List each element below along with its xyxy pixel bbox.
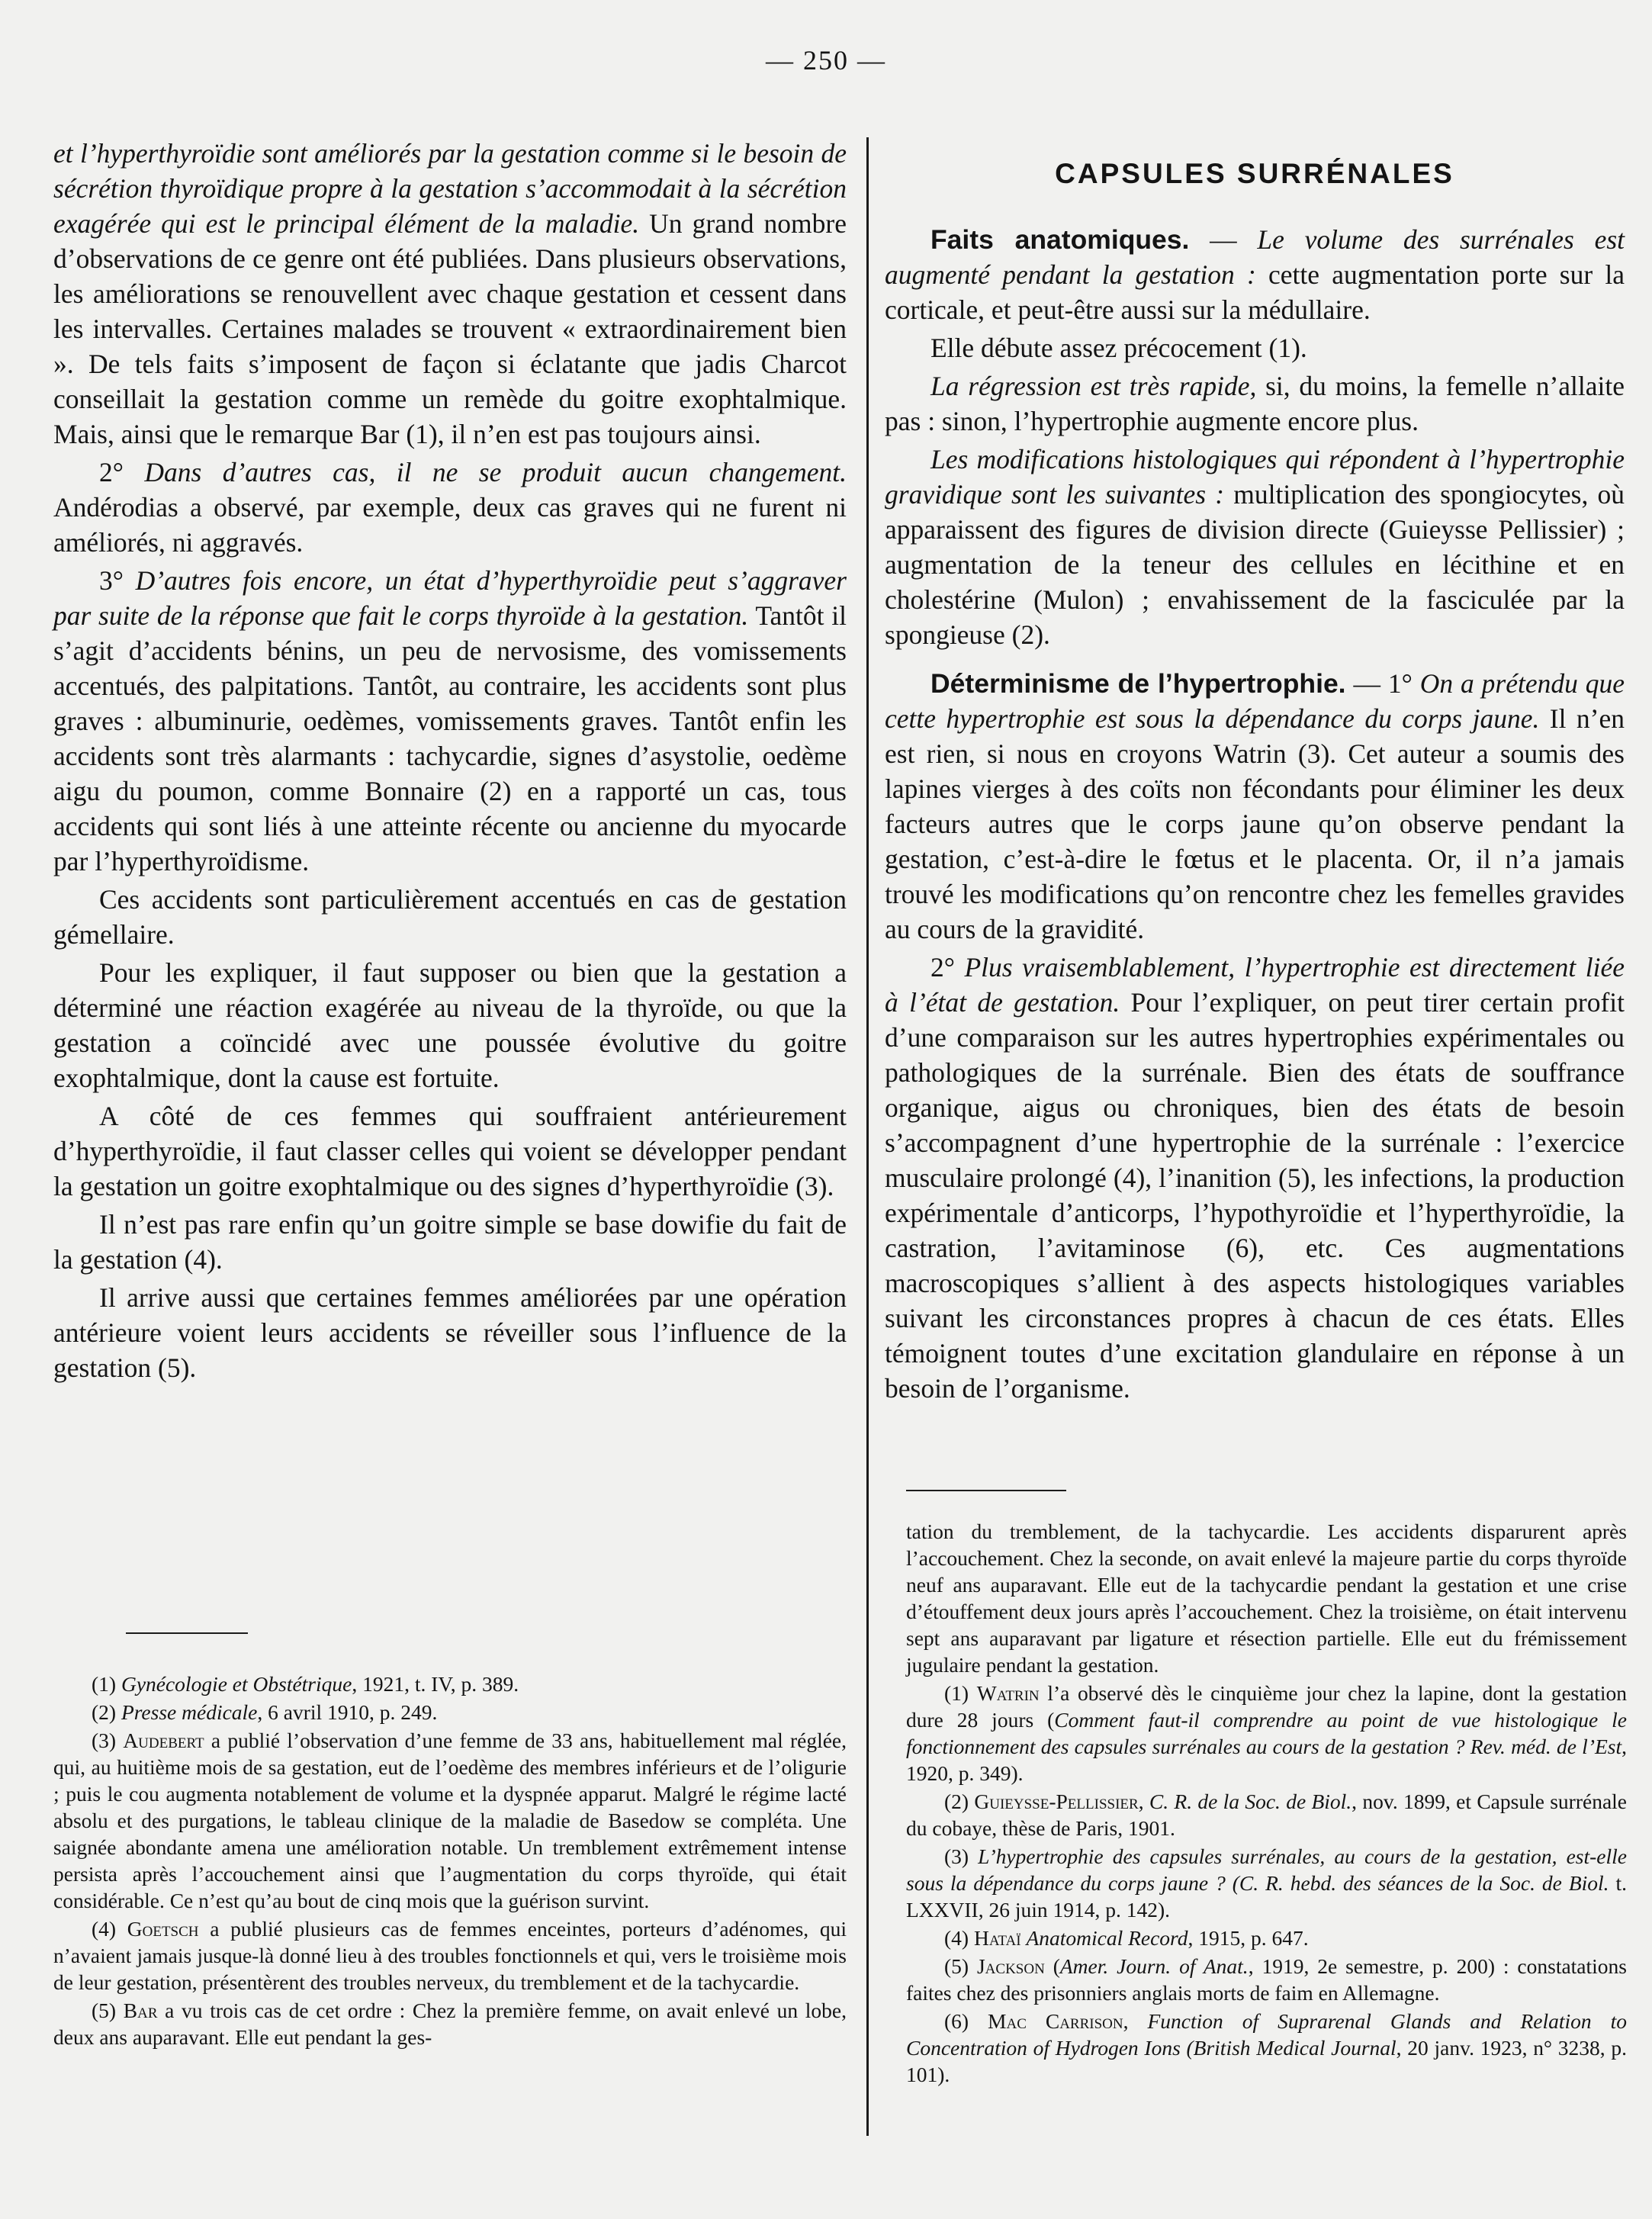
right-italic-text: Les modifications histologiques qui répondent à l’hypertrophie gravidique sont les suivantes : [885,444,1625,510]
footnote-number: (5) [944,1954,977,1978]
footnote-italic: C. R. de la Soc. de Biol. [1149,1790,1352,1813]
left-paragraph: Ces accidents sont particulièrement accentués en cas de gestation gémellaire. [53,884,847,950]
footnote-text: a publié plusieurs cas de femmes enceintes, porteurs d’adénomes, qui n’avaient jamais jusque-là donné lieu à des troubles fonctionnels et qui, vers le troisième mois de leur gestation, présentèrent des troubles nerveux, du tremblement et de la tachycardie. [53,1917,847,1994]
left-text: Un grand nombre d’observations de ce genre ont été publiées. Dans plusieurs observations, les améliorations se renouvellent avec chaque gestation et cessent dans les intervalles. Certaines malades se trouvent « extraordinairement bien ». De tels faits s’imposent de façon si éclatante que jadis Charcot conseillait la gestation comme un remède du goitre exophtalmique. Mais, ainsi que le remarque Bar (1), il n’en est pas toujours ainsi. [53,208,847,449]
footnote-text: l’a observé dès le cinquième jour chez la lapine, dont la gestation dure 28 jours ( [906,1681,1627,1732]
footnote [906,1953,1627,2006]
left-paragraph [53,563,847,879]
footnote-number: (1) [944,1681,977,1705]
left-paragraph [53,455,847,560]
left-column [53,136,847,1388]
footnote-number: (2) [92,1700,121,1724]
footnote [906,2008,1627,2088]
footnote-text: t. LXXVII, 26 juin 1914, p. 142). [906,1871,1628,1922]
footnote [906,1843,1627,1923]
left-text: Tantôt il s’agit d’accidents bénins, un peu de nervosisme, des vomissements accentués, des palpitations. Tantôt, au contraire, les accidents sont plus graves : albuminurie, oedèmes, vomissements graves. Tantôt enfin les accidents sont très alarmants : tachycardie, signes d’asystolie, oedème aigu du poumon, comme Bonnaire (2) en a rapporté un cas, tous accidents qui sont liés à une atteinte récente ou ancienne du myocarde par l’hyperthyroïdisme. [53,600,847,876]
footnote-rule [906,1490,1066,1491]
right-paragraph [885,666,1625,947]
footnote-rule [126,1632,248,1634]
footnote-continuation: tation du tremblement, de la tachycardie. Les accidents disparurent après l’accouchement. Chez la seconde, on avait enlevé la majeure partie du corps thyroïde neuf ans auparavant. Elle eut de la tachycardie pendant la gestation et une crise d’étouffement deux jours après l’accouchement. Chez la troisième, on était intervenu sept ans auparavant par ligature et résection partielle. Elle eut du frémissement jugulaire pendant la gestation. [906,1520,1627,1677]
right-text: multiplication des spongiocytes, où apparaissent des figures de division directe (Guieysse Pellissier) ; augmentation de la teneur des cellules en lécithine et en cholestérine (Mulon) ; envahissement de la fasciculée par la spongieuse (2). [885,479,1625,650]
left-italic-text: Dans d’autres cas, il ne se produit aucun changement. [144,457,847,487]
right-paragraph [885,368,1625,439]
footnote-number: (4) [92,1917,127,1941]
left-italic-text: et l’hyperthyroïdie sont améliorés par la gestation comme si le besoin de sécrétion thyroïdique propre à la gestation s’accommodait à la sécrétion exagérée qui est le principal élément de la maladie. [53,138,847,239]
right-text: si, du moins, la femelle n’allaite pas : sinon, l’hypertrophie augmente encore plus. [885,371,1625,436]
footnote-text: , [1138,1790,1149,1813]
left-paragraph: Il n’est pas rare enfin qu’un goitre simple se base dowifie du fait de la gestation (4). [53,1209,847,1275]
footnote-number: (2) [944,1790,975,1813]
footnote-number: (4) [944,1926,974,1950]
footnote-author: Goetsch [127,1917,199,1941]
footnote-number: (1) [92,1672,121,1696]
footnote [53,1671,847,1697]
right-paragraph [885,442,1625,652]
footnote [53,1915,847,1995]
footnote-author: Watrin [976,1681,1040,1705]
right-text: — 1° [1345,668,1420,699]
footnote-italic: Amer. Journ. of Anat. [1059,1954,1249,1978]
left-text: 2° [99,457,145,487]
footnote-text: a publié l’observation d’une femme de 33 ans, habituellement mal réglée, qui, au huitième mois de sa gestation, eut de l’oedème des membres inférieurs et de l’oligurie ; puis le cou augmenta notablement de volume et la dyspnée apparut. Malgré le régime lacté absolu et des purgations, le tableau clinique de la maladie de Basedow se compléta. Une saignée abondante amena une amélioration notable. Un tremblement extrêmement intense persista après l’accouchement ainsi que l’augmentation du corps thyroïde, qui était considérable. Ce n’est qu’au bout de cinq mois que la guérison survint. [53,1729,847,1912]
footnote [53,1727,847,1914]
footnote-italic: Anatomical Record [1026,1926,1188,1950]
left-footnotes [53,1671,847,2052]
footnote-number: (3) [944,1844,979,1868]
footnote [53,1997,847,2050]
footnote [906,1788,1627,1841]
section-title: CAPSULES SURRÉNALES [1055,158,1454,189]
footnote-author: Audebert [123,1729,204,1752]
right-paragraph: Elle débute assez précocement (1). [930,333,1307,363]
subheading: Déterminisme de l’hypertrophie. [930,668,1346,699]
footnote-text: , 1915, p. 647. [1188,1926,1309,1950]
left-text: Andérodias a observé, par exemple, deux cas graves qui ne furent ni améliorés, ni aggravés. [53,492,847,558]
right-text: — [1189,224,1258,255]
footnote-text: a vu trois cas de cet ordre : Chez la première femme, on avait enlevé un lobe, deux ans auparavant. Elle eut pendant la ges- [53,1999,847,2049]
footnote-text: , 1919, 2e semestre, p. 200) : constatations faites chez des prisonniers anglais morts de faim en Allemagne. [906,1954,1627,2005]
left-paragraph: Il arrive aussi que certaines femmes améliorées par une opération antérieure voient leurs accidents se réveiller sous l’influence de la gestation (5). [53,1282,847,1383]
footnote-italic: Presse médicale [121,1700,258,1724]
footnote-italic: Gynécologie et Obstétrique [121,1672,352,1696]
footnote-author: Guieysse-Pellissier [974,1790,1139,1813]
left-italic-text: D’autres fois encore, un état d’hyperthyroïdie peut s’aggraver par suite de la réponse que fait le corps thyroïde à la gestation. [53,565,847,631]
right-text: cette augmentation porte sur la corticale, et peut-être aussi sur la médullaire. [885,259,1625,325]
left-paragraph [53,136,847,452]
right-column [885,156,1625,1409]
column-divider [866,137,869,2136]
footnote-text: , 6 avril 1910, p. 249. [257,1700,438,1724]
right-paragraph [885,222,1625,327]
right-italic-text: La régression est très rapide, [930,371,1257,401]
footnote-author: Bar [123,1999,158,2022]
page-number: — 250 — [766,45,886,76]
subheading: Faits anatomiques. [930,224,1190,255]
footnote-number: (5) [92,1999,124,2022]
left-text: 3° [99,565,136,596]
footnote-italic: L’hypertrophie des capsules surrénales, au cours de la gestation, est-elle sous la dépendance du corps jaune ? (C. R. hebd. des séances de la Soc. de Biol. [906,1844,1627,1895]
footnote-number: (3) [92,1729,124,1752]
right-italic-text: Plus vraisemblablement, l’hypertrophie est directement liée à l’état de gestation. [885,952,1625,1018]
right-text: Il n’en est rien, si nous en croyons Watrin (3). Cet auteur a soumis des lapines vierges à des coïts non fécondants pour éliminer les deux facteurs autres que le corps jaune qu’on observe pendant la gestation, c’est-à-dire le fœtus et le placenta. Or, il n’a jamais trouvé les modifications qu’on rencontre chez les femelles gravides au cours de la gravidité. [885,703,1625,944]
footnote-author: Mac Carrison [988,2009,1123,2033]
right-text: 2° [930,952,965,982]
right-italic-text: On a prétendu que cette hypertrophie est sous la dépendance du corps jaune. [885,668,1625,734]
right-italic-text: Le volume des surrénales est augmenté pendant la gestation : [885,224,1625,290]
footnote [906,1925,1627,1951]
left-paragraph: A côté de ces femmes qui souffraient antérieurement d’hyperthyroïdie, il faut classer celles qui voient se développer pendant la gestation un goitre exophtalmique ou des signes d’hyperthyroïdie (3). [53,1101,847,1201]
footnote-number: (6) [944,2009,988,2033]
right-footnotes [906,1518,1627,2089]
right-paragraph [885,950,1625,1406]
footnote [53,1699,847,1725]
footnote-italic: Comment faut-il comprendre au point de vue histologique le fonctionnement des capsules surrénales au cours de la gestation ? Rev. méd. de l’Est [906,1708,1627,1758]
footnote-text: , 20 janv. 1923, n° 3238, p. 101). [906,2036,1628,2086]
footnote-author: Jackson [976,1954,1045,1978]
right-text: Pour l’expliquer, on peut tirer certain profit d’une comparaison sur les autres hypertrophies expérimentales ou pathologiques de la surrénale. Bien des états de souffrance organique, aigus ou chroniques, bien des états de besoin s’accompagnent d’une hypertrophie de la surrénale : l’exercice musculaire prolongé (4), l’inanition (5), les infections, la production expérimentale d’anticorps, l’hypothyroïdie et l’hyperthyroïdie, la castration, l’avitaminose (6), etc. Ces augmentations macroscopiques s’allient à des aspects histologiques variables suivant les circonstances propres à chacun de ces états. Elles témoignent toutes d’une excitation glandulaire en réponse à un besoin de l’organisme. [885,987,1625,1404]
footnote-text: ( [1044,1954,1060,1978]
footnote-italic: Function of Suprarenal Glands and Relation to Concentration of Hydrogen Ions (British Medical Journal [906,2009,1628,2060]
footnote-text: , 1921, t. IV, p. 389. [352,1672,519,1696]
left-paragraph: Pour les expliquer, il faut supposer ou bien que la gestation a déterminé une réaction exagérée au niveau de la thyroïde, ou que la gestation a coïncidé avec une poussée évolutive du goitre exophtalmique, dont la cause est fortuite. [53,957,847,1093]
footnote [906,1680,1627,1786]
footnote-author: Hataï [973,1926,1021,1950]
footnote-text: , nov. 1899, et Capsule surrénale du cobaye, thèse de Paris, 1901. [906,1790,1627,1840]
footnote-text: , 1920, p. 349). [906,1735,1627,1785]
footnote-text: , [1123,2009,1148,2033]
